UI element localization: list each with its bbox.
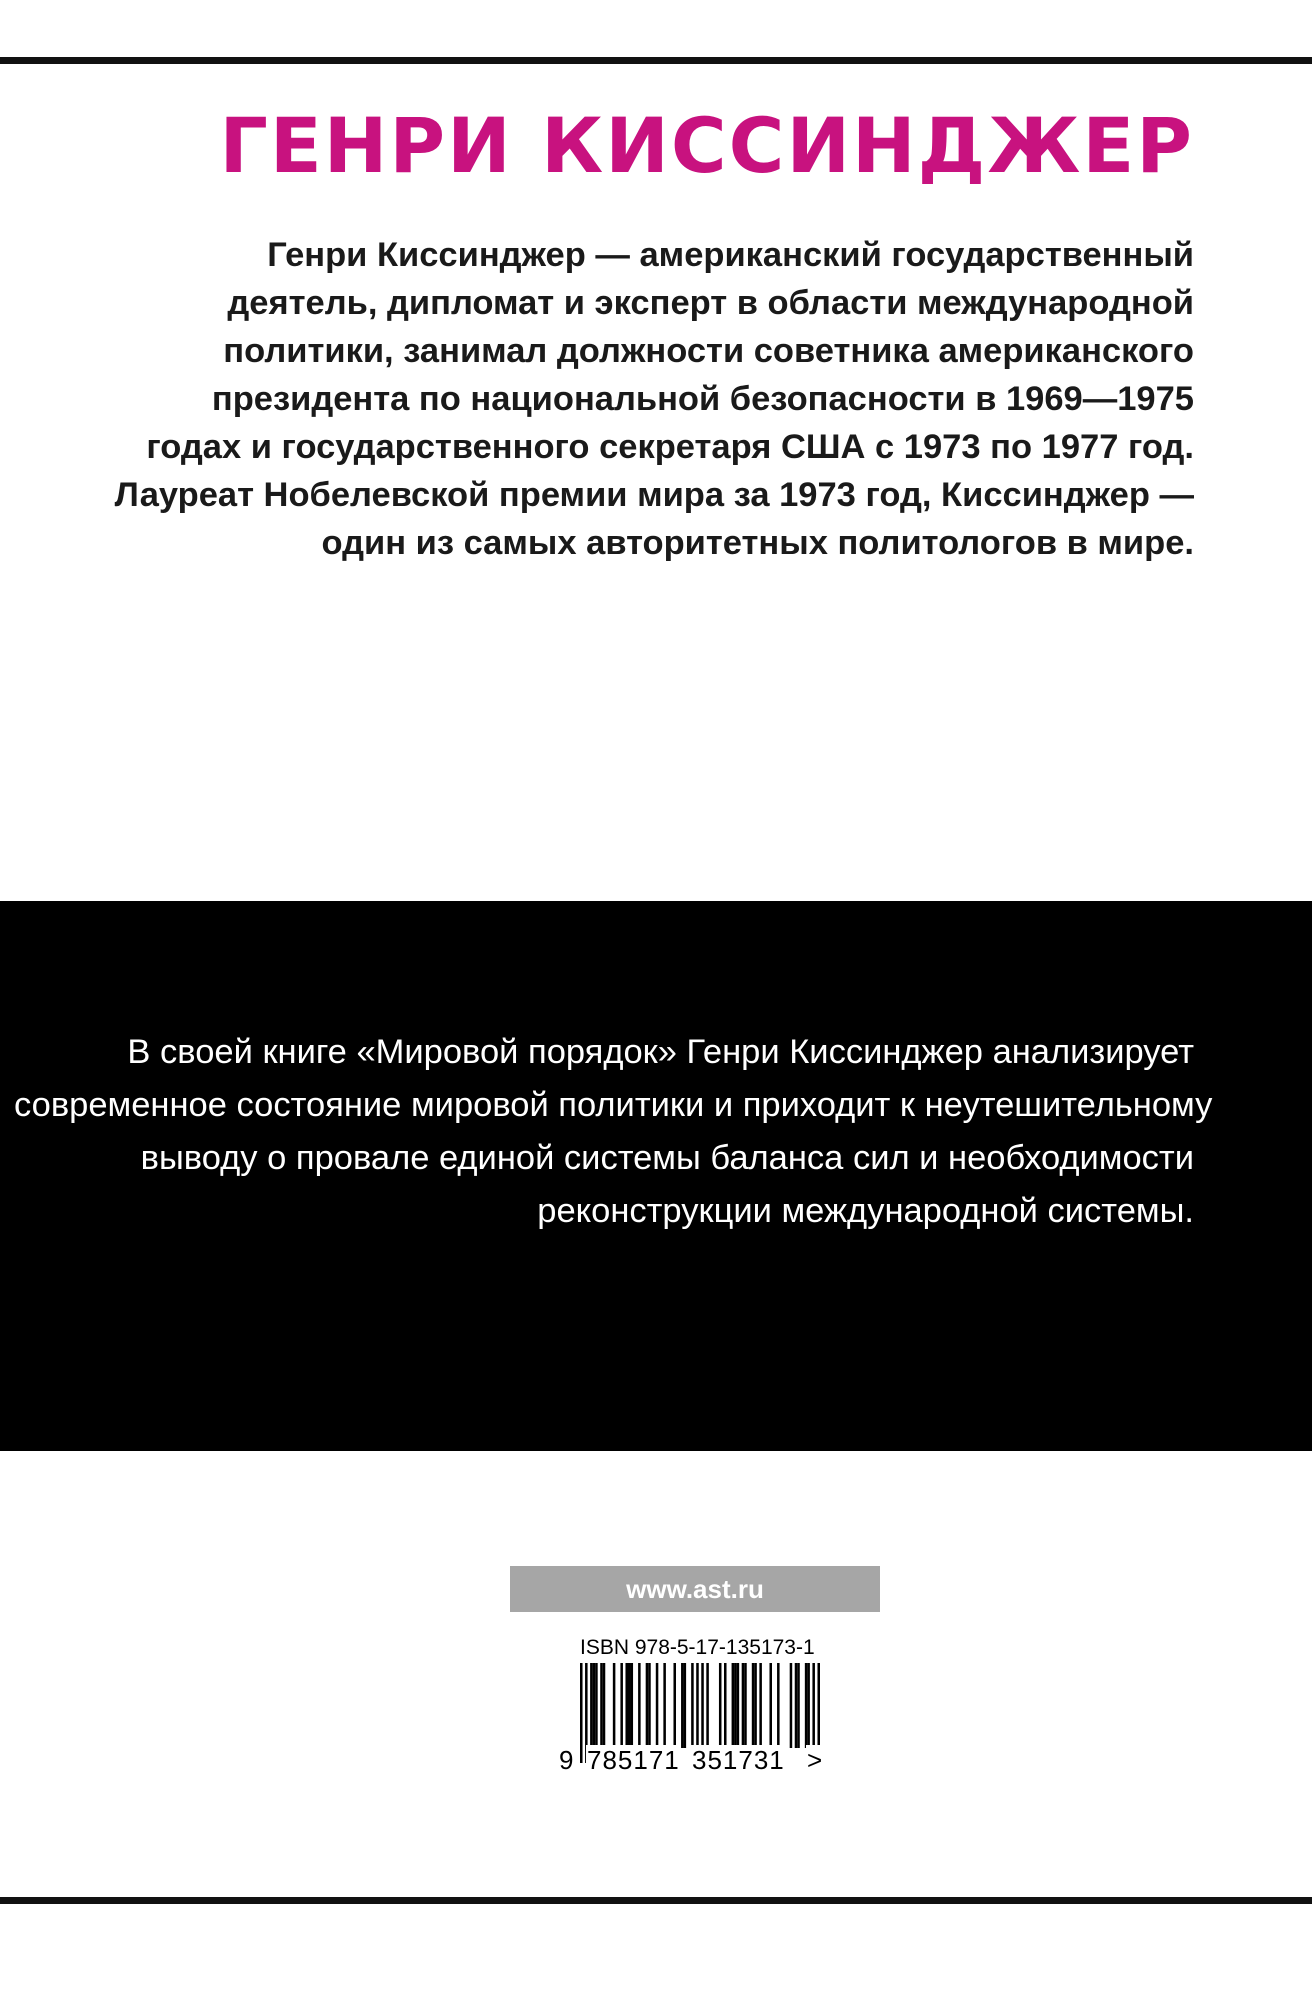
book-annotation bbox=[14, 1026, 1213, 1238]
barcode-bar bbox=[656, 1663, 659, 1748]
barcode-right-group: 351731 bbox=[692, 1745, 785, 1775]
barcode-bar bbox=[807, 1663, 810, 1748]
annotation-line: реконструкции международной системы. bbox=[537, 1192, 1194, 1230]
bio-line: один из самых авторитетных политологов в мире. bbox=[321, 524, 1194, 562]
barcode-left-group: 785171 bbox=[587, 1745, 680, 1775]
barcode-bar bbox=[744, 1663, 747, 1748]
bio-line: президента по национальной безопасности в 1969—1975 bbox=[211, 380, 1194, 418]
barcode-bar bbox=[691, 1663, 694, 1748]
publisher-website: www.ast.ru bbox=[510, 1566, 880, 1612]
barcode-bar bbox=[620, 1663, 623, 1748]
annotation-line: выводу о провале единой системы баланса сил и необходимости bbox=[140, 1139, 1194, 1177]
barcode-bar bbox=[595, 1663, 598, 1748]
bio-line: политики, занимал должности советника американского bbox=[223, 332, 1194, 370]
barcode-bar bbox=[737, 1663, 740, 1748]
barcode-first-digit: 9 bbox=[559, 1745, 574, 1775]
bottom-rule bbox=[0, 1897, 1312, 1904]
annotation-line: современное состояние мировой политики и приходит к неутешительному bbox=[14, 1086, 1213, 1124]
author-title: ГЕНРИ КИССИНДЖЕР bbox=[219, 101, 1194, 190]
barcode-digits bbox=[558, 1745, 848, 1775]
barcode-bar bbox=[593, 1663, 596, 1748]
barcode-bar bbox=[777, 1663, 780, 1748]
author-bio bbox=[114, 231, 1194, 567]
barcode-bar bbox=[648, 1663, 651, 1748]
barcode-bar bbox=[613, 1663, 616, 1748]
barcode-bar bbox=[724, 1663, 727, 1748]
barcode-bar bbox=[631, 1663, 634, 1748]
barcode-bar bbox=[638, 1663, 641, 1748]
annotation-line: В своей книге «Мировой порядок» Генри Киссинджер анализирует bbox=[127, 1033, 1194, 1071]
barcode-bar bbox=[790, 1663, 793, 1748]
barcode-bar bbox=[706, 1663, 709, 1748]
barcode-bar bbox=[663, 1663, 666, 1748]
barcode-bar bbox=[684, 1663, 687, 1748]
barcode-bar bbox=[673, 1663, 676, 1748]
bio-line: деятель, дипломат и эксперт в области международной bbox=[227, 284, 1194, 322]
barcode-bar bbox=[752, 1663, 755, 1748]
barcode-bar bbox=[805, 1663, 808, 1748]
bio-line: Генри Киссинджер — американский государственный bbox=[267, 236, 1194, 274]
barcode-bar bbox=[734, 1663, 737, 1748]
barcode-bar bbox=[732, 1663, 735, 1748]
annotation-band bbox=[0, 901, 1312, 1451]
barcode-bar bbox=[625, 1663, 628, 1748]
bio-line: годах и государственного секретаря США с 1973 по 1977 год. bbox=[146, 428, 1194, 466]
barcode-bar bbox=[600, 1663, 603, 1748]
barcode-bar bbox=[603, 1663, 606, 1748]
barcode-arrow: > bbox=[807, 1745, 823, 1775]
barcode-bar bbox=[628, 1663, 631, 1748]
barcode-bar bbox=[797, 1663, 800, 1748]
barcode-bar bbox=[590, 1663, 593, 1748]
barcode-bar bbox=[681, 1663, 684, 1748]
barcode-bar bbox=[742, 1663, 745, 1748]
barcode-bar bbox=[754, 1663, 757, 1748]
barcode-bar bbox=[759, 1663, 762, 1748]
isbn-label: ISBN 978-5-17-135173-1 bbox=[580, 1636, 815, 1659]
barcode-bar bbox=[795, 1663, 798, 1748]
bio-line: Лауреат Нобелевской премии мира за 1973 год, Киссинджер — bbox=[114, 476, 1194, 514]
barcode-bar bbox=[769, 1663, 772, 1748]
barcode-bar bbox=[646, 1663, 649, 1748]
top-rule bbox=[0, 57, 1312, 64]
barcode-bar bbox=[719, 1663, 722, 1748]
